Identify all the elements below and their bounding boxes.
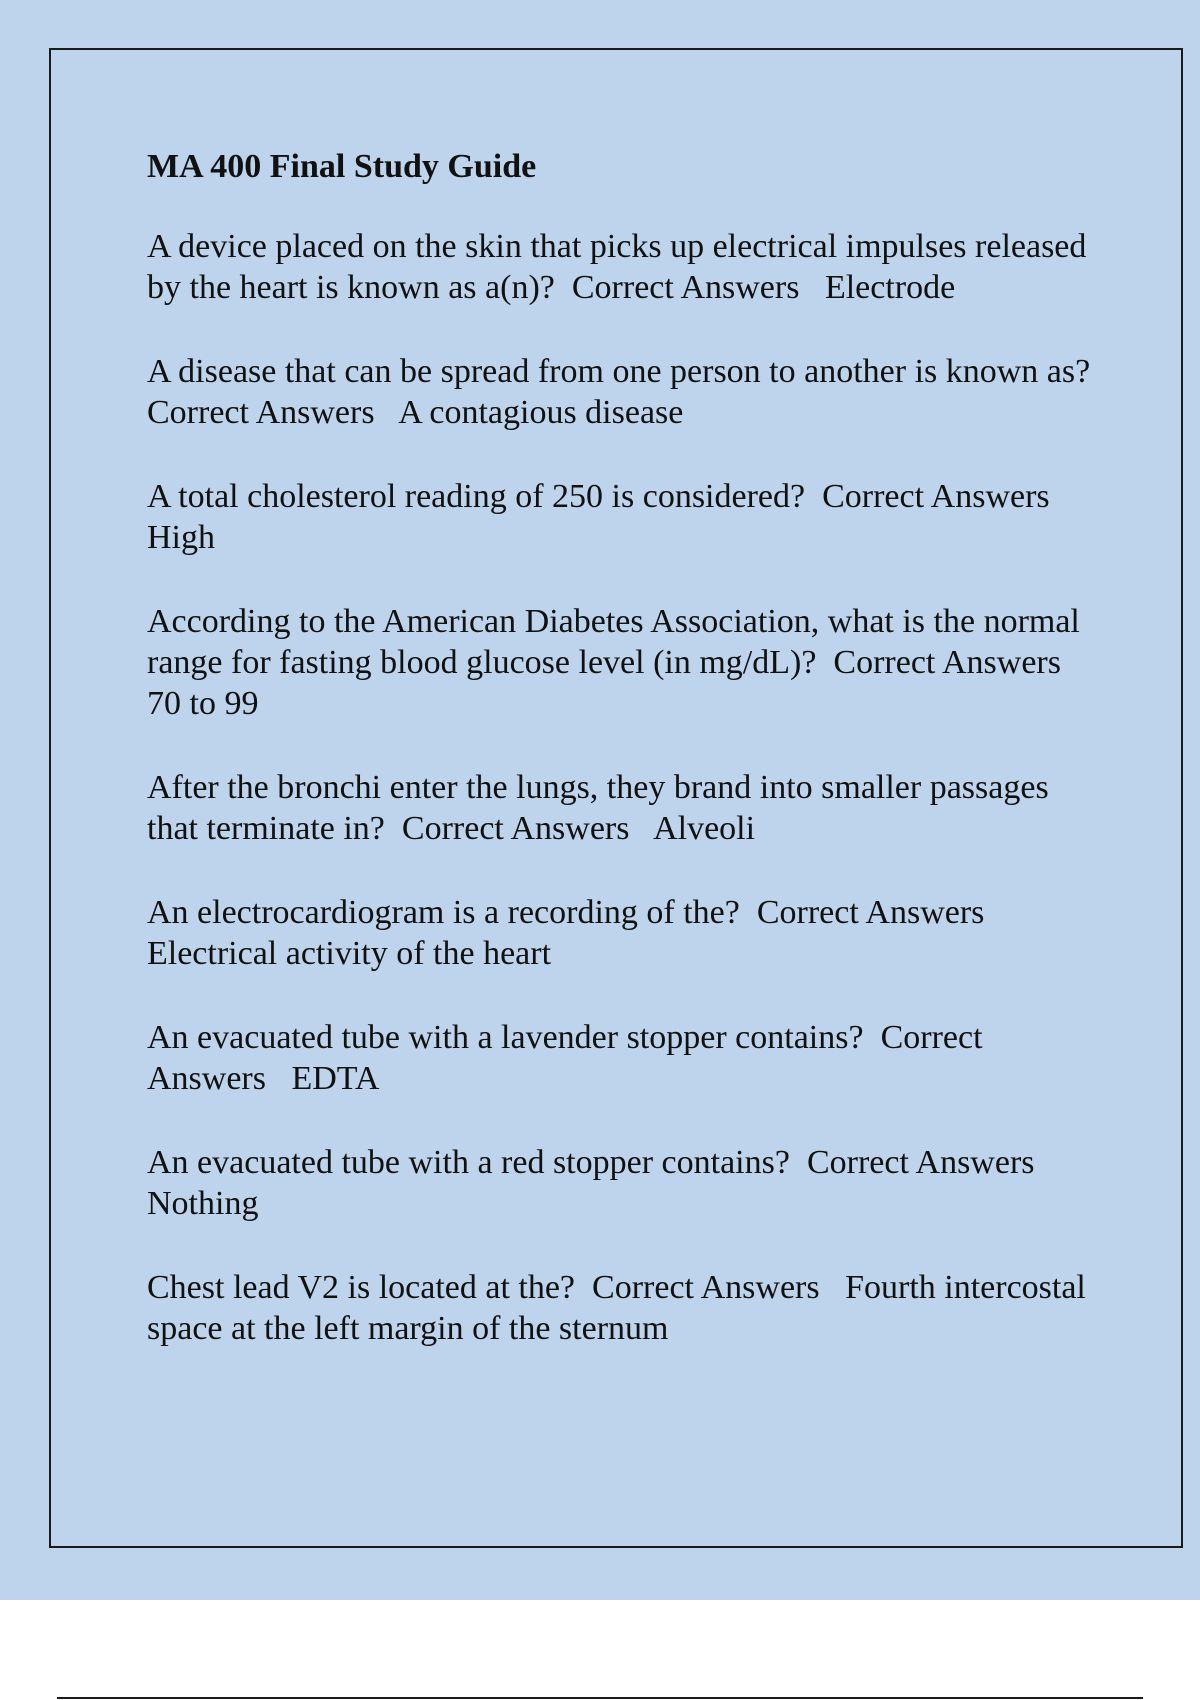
answer-text: Alveoli [653, 810, 756, 847]
qa-item [147, 476, 1097, 558]
answer-label: Correct Answers [571, 269, 800, 306]
qa-item [147, 892, 1097, 974]
document-frame [49, 48, 1183, 1548]
answer-text: Electrode [824, 269, 956, 306]
answer-text: Nothing [147, 1185, 259, 1222]
answer-label: Correct Answers [756, 894, 985, 931]
qa-item [147, 226, 1097, 308]
answer-label: Correct Answers [147, 1019, 990, 1097]
question-text: A device placed on the skin that picks up electrical impulses released by the heart is known as a(n)? [147, 228, 1095, 306]
question-text: Chest lead V2 is located at the? [147, 1269, 576, 1306]
qa-item [147, 767, 1097, 849]
answer-text: EDTA [291, 1060, 380, 1097]
document-content [147, 146, 1097, 1392]
qa-item [147, 1017, 1097, 1099]
answer-text: Electrical activity of the heart [147, 935, 552, 972]
answer-text: A contagious disease [398, 394, 684, 431]
answer-label: Correct Answers [147, 394, 375, 431]
question-text: An evacuated tube with a red stopper contains? [147, 1144, 790, 1181]
qa-item [147, 1142, 1097, 1224]
answer-text: Fourth intercostal space at the left margin of the sternum [147, 1269, 1095, 1347]
question-text: A disease that can be spread from one person to another is known as? [147, 353, 1091, 390]
answer-label: Correct Answers [833, 644, 1061, 681]
answer-label: Correct Answers [592, 1269, 820, 1306]
qa-item [147, 601, 1097, 724]
answer-text: 70 to 99 [147, 685, 259, 722]
qa-item [147, 351, 1097, 433]
question-text: An evacuated tube with a lavender stopper contains? [147, 1019, 864, 1056]
question-text: According to the American Diabetes Association, what is the normal range for fasting blood glucose level (in mg/dL)? [147, 603, 1089, 681]
question-text: After the bronchi enter the lungs, they brand into smaller passages that terminate in? [147, 769, 1058, 847]
answer-label: Correct Answers [822, 478, 1050, 515]
document-title: MA 400 Final Study Guide [147, 148, 537, 185]
question-text: An electrocardiogram is a recording of the? [147, 894, 740, 931]
question-text: A total cholesterol reading of 250 is considered? [147, 478, 806, 515]
qa-item [147, 1267, 1097, 1349]
answer-label: Correct Answers [401, 810, 630, 847]
answer-label: Correct Answers [806, 1144, 1035, 1181]
footer-divider [57, 1697, 1143, 1699]
answer-text: High [147, 519, 215, 556]
